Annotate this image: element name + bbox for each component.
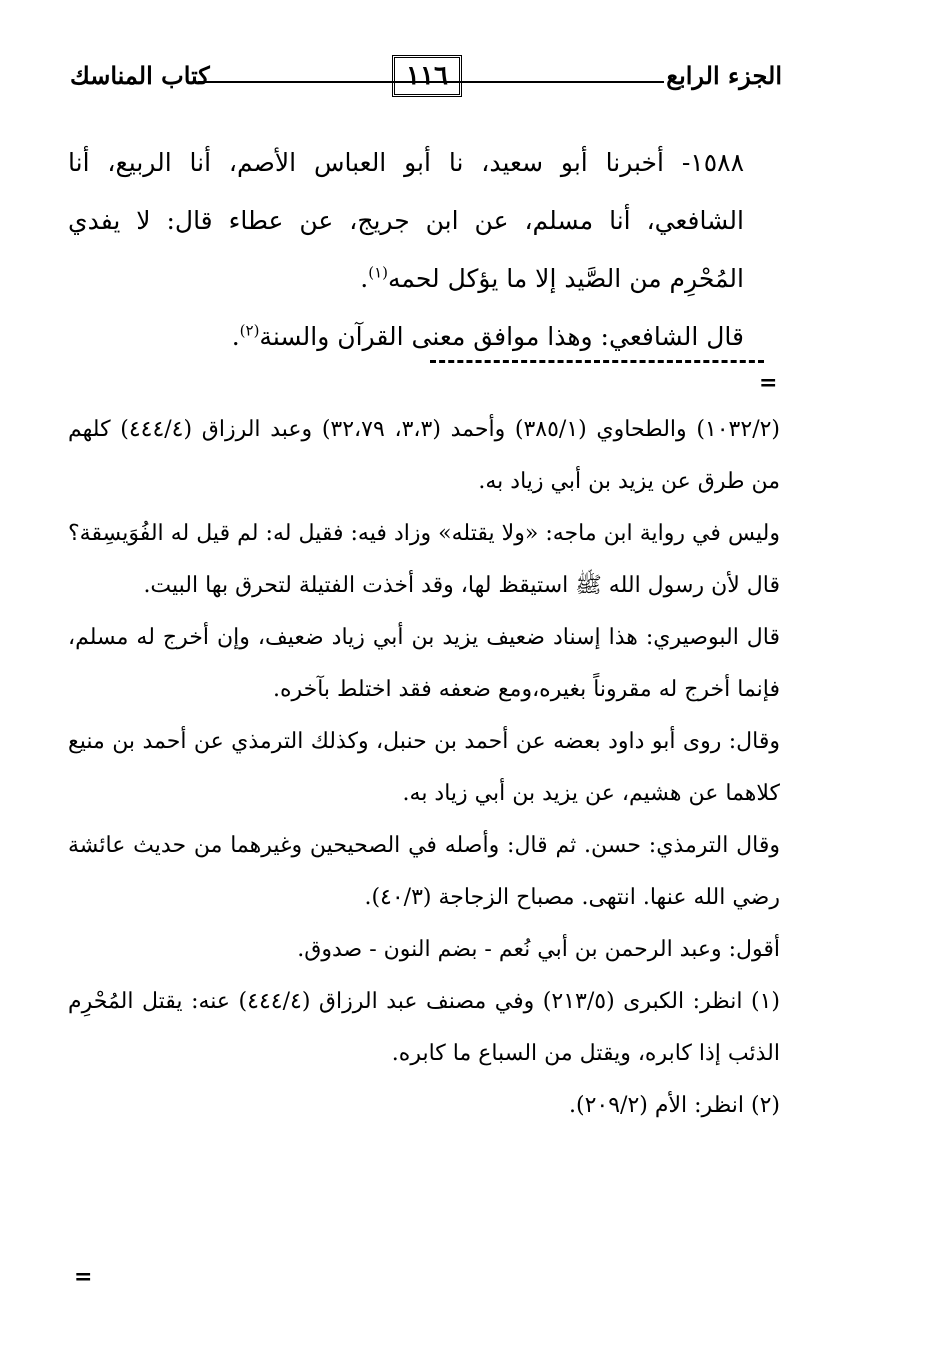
footnote-2-number: (٢) (750, 1093, 780, 1118)
note-paragraph: قال البوصيري: هذا إسناد ضعيف يزيد بن أبي زياد ضعيف، وإن أخرج له مسلم، فإنما أخرج له مقروناً بغيره،ومع ضعفه فقد اختلط بآخره. (68, 625, 780, 702)
footnote-2-text: انظر: الأم (٢٠٩/٢). (569, 1093, 744, 1118)
volume-title: الجزء الرابع (666, 61, 782, 90)
header-rule-left (198, 81, 464, 83)
note-paragraph: أقول: وعبد الرحمن بن أبي نُعم - بضم النون - صدوق. (297, 937, 780, 962)
hadith-end: . (360, 264, 369, 293)
note-paragraph: (١٠٣٢/٢) والطحاوي (٣٨٥/١) وأحمد (٣،٣، ٣٢،٧٩) وعبد الرزاق (٤٤٤/٤) كلهم من طرق عن يزيد بن أبي زياد به. (68, 417, 781, 494)
footnotes (68, 976, 780, 1132)
note-paragraph: وقال الترمذي: حسن. ثم قال: وأصله في الصحيحين وغيرهما من حديث عائشة رضي الله عنها. انتهى. مصباح الزجاجة (٤٠/٣). (68, 833, 780, 910)
footnote-separator (430, 360, 764, 363)
separator-equals-mark: = (759, 370, 778, 396)
main-text (68, 134, 780, 366)
footnote-2 (68, 1080, 780, 1132)
shafii-comment (68, 308, 780, 366)
header-rule-right (464, 81, 664, 83)
comment-end: . (231, 322, 240, 351)
book-title: كتاب المناسك (70, 61, 210, 90)
note-paragraph: وقال: روى أبو داود بعضه عن أحمد بن حنبل، وكذلك الترمذي عن أحمد بن منيع كلاهما عن هشيم، عن يزيد بن أبي زياد به. (68, 729, 780, 806)
note-paragraph: وليس في رواية ابن ماجه: «ولا يقتله» وزاد فيه: فقيل له: لم قيل له الفُوَيسِقة؟ قال لأن رسول الله ﷺ استيقظ لها، وقد أخذت الفتيلة لتحرق بها البيت. (68, 521, 780, 598)
comment-text: قال الشافعي: وهذا موافق معنى القرآن والسنة (259, 322, 744, 351)
page-number: ١١٦ (392, 55, 462, 97)
hadith-paragraph (68, 134, 780, 308)
hadith-text: ١٥٨٨- أخبرنا أبو سعيد، نا أبو العباس الأصم، أنا الربيع، أنا الشافعي، أنا مسلم، عن ابن جريج، عن عطاء قال: لا يفدي المُحْرِم من الصَّيد إلا ما يؤكل لحمه (68, 148, 744, 293)
bottom-equals-mark: = (74, 1264, 93, 1290)
footnote-1-text: انظر: الكبرى (٢١٣/٥) وفي مصنف عبد الرزاق (٤٤٤/٤) عنه: يقتل المُحْرِم الذئب إذا كابره، ويقتل من السباع ما كابره. (68, 989, 780, 1066)
footnote-ref-1: (١) (368, 263, 389, 282)
notes-block (68, 404, 780, 1132)
footnote-ref-2: (٢) (239, 321, 260, 340)
footnote-1-number: (١) (750, 989, 780, 1014)
footnote-1 (68, 976, 780, 1080)
page-header (70, 55, 782, 101)
